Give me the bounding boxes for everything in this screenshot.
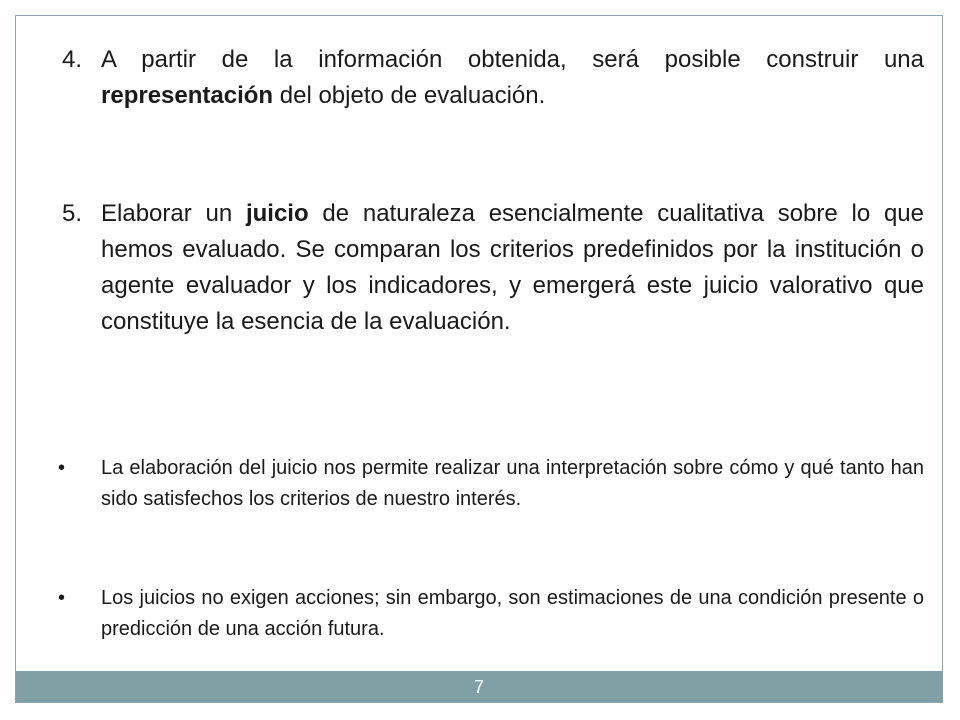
- bullet-text: Los juicios no exigen acciones; sin embargo, son estimaciones de una condición presente o predicción de una acción futura.: [101, 587, 924, 640]
- item-text: [101, 42, 924, 114]
- item-text-end: de naturaleza esencialmente cualitativa sobre lo que hemos evaluado. Se comparan los criterios predefinidos por la institución o agente evaluador y los indicadores, y emergerá este juicio valorativo que constituye la esencia de la evaluación.: [101, 200, 925, 335]
- item-text-end: del objeto de evaluación.: [273, 82, 546, 109]
- bullet-icon: •: [58, 457, 66, 479]
- item-text-start: A partir de la información obtenida, será posible construir una: [101, 46, 924, 73]
- numbered-item-4: [62, 42, 924, 114]
- bullet-item: [58, 583, 924, 645]
- item-text-start: Elaborar un: [101, 200, 246, 227]
- item-bold-term: representación: [101, 82, 274, 109]
- footer-bar: [16, 671, 942, 702]
- item-number: 5.: [62, 200, 83, 227]
- page-number: 7: [473, 677, 484, 697]
- item-bold-term: juicio: [245, 200, 309, 227]
- item-text: [101, 196, 924, 340]
- bullet-icon: •: [58, 587, 66, 609]
- bullet-text: La elaboración del juicio nos permite realizar una interpretación sobre cómo y qué tanto han sido satisfechos los criterios de nuestro interés.: [101, 457, 924, 510]
- numbered-item-5: [62, 196, 924, 340]
- item-number: 4.: [62, 46, 83, 73]
- bullet-item: [58, 453, 924, 515]
